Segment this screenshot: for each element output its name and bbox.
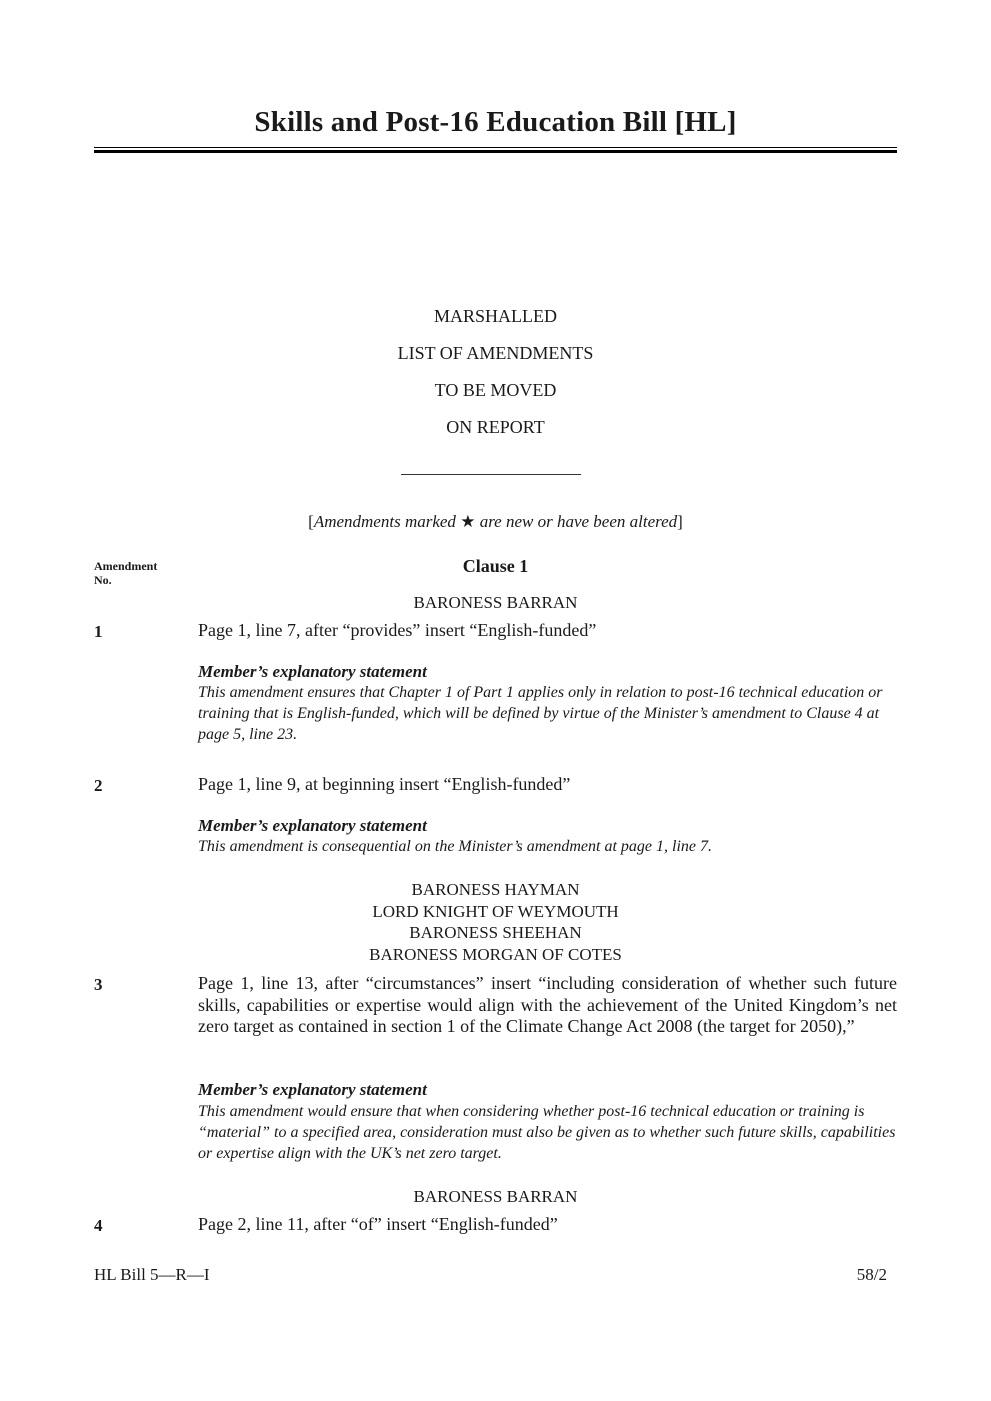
amendment-text: Page 1, line 7, after “provides” insert “English-funded” (198, 620, 597, 640)
sponsor-name: BARONESS BARRAN (413, 593, 578, 612)
sponsor-list (94, 879, 897, 965)
amendment-number: 4 (94, 1216, 103, 1235)
explanatory-statement-title: Member’s explanatory statement (198, 662, 427, 681)
amendments-note (94, 512, 897, 532)
star-icon: ★ (460, 512, 476, 531)
amendment-number: 1 (94, 622, 103, 641)
cover-line-1: MARSHALLED (433, 306, 557, 326)
sponsor-name: LORD KNIGHT OF WEYMOUTH (372, 901, 619, 921)
cover-line-2: LIST OF AMENDMENTS (397, 343, 594, 363)
amendment-number: 3 (94, 975, 103, 994)
amendment-text: Page 2, line 11, after “of” insert “English-funded” (198, 1214, 558, 1234)
amendment-text: Page 1, line 9, at beginning insert “English-funded” (198, 774, 571, 794)
cover-line-4: ON REPORT (446, 417, 545, 437)
note-bracket-open: [ (308, 512, 314, 531)
bill-reference: HL Bill 5—R—I (94, 1265, 210, 1284)
amendment-header-line2: No. (94, 573, 112, 587)
explanatory-statement-title: Member’s explanatory statement (198, 1080, 427, 1099)
note-text-2: are new or have been altered (475, 512, 678, 531)
sponsor-name: BARONESS MORGAN OF COTES (369, 944, 622, 964)
title-rule-thin (94, 147, 897, 148)
document-title: Skills and Post-16 Education Bill [HL] (254, 106, 737, 138)
explanatory-statement: This amendment is consequential on the Minister’s amendment at page 1, line 7. (198, 838, 713, 855)
sponsor-name: BARONESS SHEEHAN (409, 923, 582, 942)
section-divider (401, 474, 581, 475)
amendment-number: 2 (94, 776, 103, 795)
note-bracket-close: ] (677, 512, 683, 531)
explanatory-statement: This amendment would ensure that when considering whether post-16 technical education or training is “material” to a specified area, consideration must also be given as to whether such future skills, capabilities or expertise align with the UK’s net zero target. (198, 1103, 896, 1162)
cover-line-3: TO BE MOVED (434, 380, 557, 400)
page-reference: 58/2 (856, 1265, 887, 1284)
explanatory-statement-title: Member’s explanatory statement (198, 816, 427, 835)
clause-heading: Clause 1 (462, 556, 529, 576)
title-rule-thick (94, 150, 897, 153)
sponsor-name: BARONESS BARRAN (413, 1187, 578, 1206)
explanatory-statement: This amendment ensures that Chapter 1 of Part 1 applies only in relation to post-16 technical education or training that is English-funded, which will be defined by virtue of the Minister’s amendment to Clause 4 at page 5, line 23. (198, 684, 883, 743)
amendment-header-line1: Amendment (94, 559, 158, 573)
note-text: Amendments marked (313, 512, 461, 531)
amendment-text: Page 1, line 13, after “circumstances” insert “including consideration of whether such future skills, capabilities or expertise would align with the achievement of the United Kingdom’s net zero target as contained in section 1 of the Climate Change Act 2008 (the target for 2050),” (198, 973, 897, 1036)
sponsor-name: BARONESS HAYMAN (411, 880, 580, 899)
